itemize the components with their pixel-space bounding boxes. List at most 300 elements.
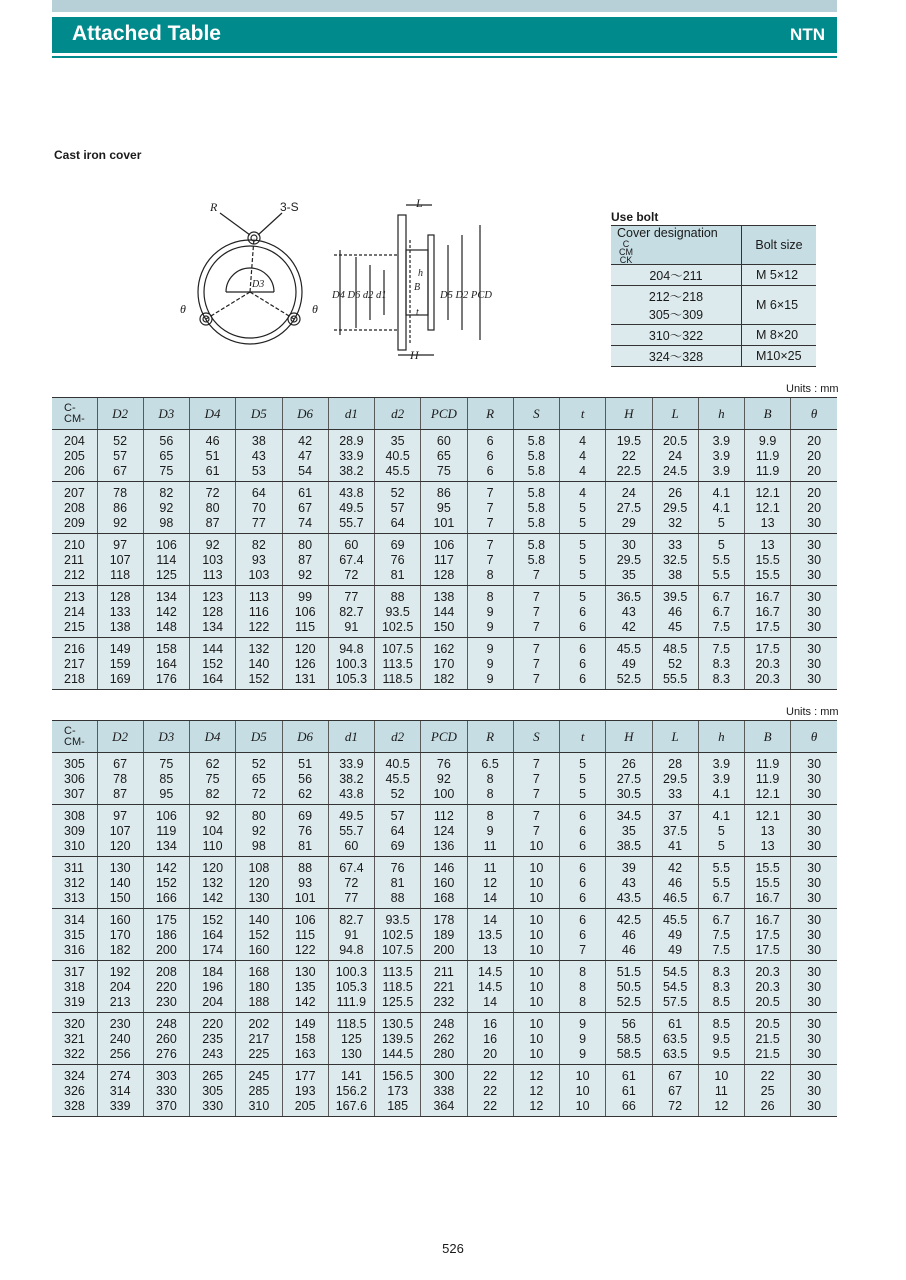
cell-value: 91	[344, 620, 359, 634]
cell-value: 164	[155, 657, 177, 671]
cell-value: 128	[109, 590, 131, 604]
col-header: d1	[328, 398, 374, 430]
table-row-group	[52, 909, 837, 961]
table-row-group	[52, 482, 837, 534]
cell-value: 168	[248, 965, 270, 979]
cell-value: 30	[807, 1099, 822, 1113]
cell-value: 5	[717, 538, 725, 552]
cell-value: 7	[532, 590, 540, 604]
cell-value: 8.5	[712, 1017, 731, 1031]
value-cell	[143, 534, 189, 586]
cell-value: 130.5	[381, 1017, 414, 1031]
value-cell	[143, 586, 189, 638]
cell-value: 11.9	[755, 757, 780, 771]
value-cell	[236, 805, 282, 857]
cell-value: 17.5	[755, 928, 780, 942]
value-cell	[791, 482, 837, 534]
value-cell	[190, 805, 236, 857]
cell-value: 248	[433, 1017, 455, 1031]
value-cell	[143, 430, 189, 482]
value-cell	[606, 430, 652, 482]
cell-value: 54.5	[662, 980, 688, 994]
cell-value: 8	[579, 995, 587, 1009]
value-cell	[421, 805, 467, 857]
value-cell	[282, 805, 328, 857]
cell-value: 132	[248, 642, 270, 656]
col-header: PCD	[421, 398, 467, 430]
cell-value: 86	[113, 501, 128, 515]
value-cell	[421, 430, 467, 482]
cell-value: 5	[717, 824, 725, 838]
section-title: Cast iron cover	[54, 148, 142, 162]
value-cell	[282, 1013, 328, 1065]
cell-value: 11.9	[755, 772, 780, 786]
value-cell	[791, 586, 837, 638]
label-theta-right: θ	[312, 302, 318, 316]
cell-value: 55.7	[339, 824, 364, 838]
cell-value: 182	[109, 943, 131, 957]
cell-value: 6	[579, 824, 587, 838]
cell-value: 106	[294, 605, 316, 619]
cell-value: 10	[529, 965, 544, 979]
designation-cell	[52, 482, 97, 534]
cell-value: 7	[486, 501, 494, 515]
cell-value: 9	[579, 1017, 587, 1031]
value-cell	[513, 1013, 559, 1065]
cell-value: 43	[621, 876, 636, 890]
cell-value: 202	[248, 1017, 270, 1031]
cell-value: 46	[205, 434, 220, 448]
value-cell	[698, 638, 744, 690]
cell-value: 11	[714, 1084, 728, 1098]
value-cell	[560, 1013, 606, 1065]
value-cell	[97, 534, 143, 586]
cell-value: 61	[621, 1069, 636, 1083]
cell-value: 30	[807, 553, 822, 567]
cell-value: 93	[251, 553, 266, 567]
cell-value: 33.9	[339, 449, 364, 463]
value-cell	[236, 482, 282, 534]
cell-value: 204	[202, 995, 224, 1009]
cell-value: 21.5	[755, 1032, 780, 1046]
col-header: H	[606, 398, 652, 430]
cell-value: 133	[109, 605, 131, 619]
designation-cell	[52, 805, 97, 857]
label-r: R	[210, 200, 218, 214]
value-cell	[190, 1065, 236, 1117]
top-decor-bar	[52, 0, 837, 12]
cell-value: 67.4	[339, 553, 364, 567]
value-cell	[513, 586, 559, 638]
bolt-size: M 6×15	[742, 286, 817, 325]
cell-value: 60	[344, 538, 359, 552]
cell-value: 30	[807, 1084, 822, 1098]
cell-value: 100.3	[335, 657, 368, 671]
cell-value: 42	[621, 620, 636, 634]
cell-value: 76	[390, 553, 405, 567]
table-row-group	[52, 430, 837, 482]
value-cell	[513, 909, 559, 961]
table-row-group	[52, 1013, 837, 1065]
cell-value: 101	[433, 516, 455, 530]
cell-value: 164	[202, 928, 224, 942]
label-theta-left: θ	[180, 302, 186, 316]
cell-value: 106	[155, 538, 177, 552]
cell-value: 8	[486, 590, 494, 604]
cell-value: 9.5	[712, 1047, 731, 1061]
value-cell	[97, 805, 143, 857]
cell-value: 92	[436, 772, 451, 786]
value-cell	[282, 482, 328, 534]
cell-value: 25	[760, 1084, 775, 1098]
cell-value: 108	[248, 861, 270, 875]
cell-value: 118.5	[382, 672, 413, 686]
value-cell	[560, 430, 606, 482]
label-3s: 3-S	[280, 200, 299, 214]
cell-value: 56	[621, 1017, 636, 1031]
value-cell	[143, 1065, 189, 1117]
value-cell	[652, 909, 698, 961]
cell-value: 30	[807, 809, 822, 823]
cell-value: 188	[248, 995, 270, 1009]
cell-value: 10	[529, 891, 544, 905]
cell-value: 38	[251, 434, 266, 448]
cell-value: 112	[433, 809, 454, 823]
cell-value: 280	[433, 1047, 455, 1061]
cell-value: 14	[483, 995, 498, 1009]
value-cell	[236, 1013, 282, 1065]
cell-value: 67.4	[339, 861, 364, 875]
cell-value: 61	[205, 464, 220, 478]
cell-value: 9	[579, 1047, 587, 1061]
cell-value: 80	[251, 809, 266, 823]
cell-value: 120	[109, 839, 131, 853]
cell-value: 138	[109, 620, 131, 634]
cell-value: 178	[433, 913, 455, 927]
cell-value: 20.3	[755, 672, 780, 686]
cell-value: 4	[579, 434, 587, 448]
cell-value: 46.5	[662, 891, 688, 905]
cell-value: 27.5	[616, 501, 642, 515]
cell-value: 184	[202, 965, 224, 979]
cell-value: 235	[202, 1032, 224, 1046]
cell-value: 315	[64, 928, 85, 942]
value-cell	[606, 638, 652, 690]
cell-value: 105.3	[335, 672, 368, 686]
value-cell	[560, 482, 606, 534]
cell-value: 46	[621, 943, 636, 957]
value-cell	[791, 1065, 837, 1117]
cell-value: 192	[109, 965, 131, 979]
value-cell	[606, 586, 652, 638]
cell-value: 24	[668, 449, 683, 463]
value-cell	[791, 753, 837, 805]
cell-value: 5.5	[712, 876, 731, 890]
cell-value: 5	[717, 516, 725, 530]
col-header: R	[467, 721, 513, 753]
cell-value: 15.5	[755, 553, 780, 567]
cell-value: 103	[202, 553, 224, 567]
cell-value: 86	[436, 486, 451, 500]
cell-value: 311	[64, 861, 84, 875]
cell-value: 56	[159, 434, 174, 448]
cell-value: 176	[155, 672, 177, 686]
col-header: D6	[282, 721, 328, 753]
cell-value: 54	[298, 464, 313, 478]
cell-value: 132	[202, 876, 224, 890]
cell-value: 122	[294, 943, 316, 957]
cell-value: 156.2	[335, 1084, 368, 1098]
value-cell	[282, 1065, 328, 1117]
cell-value: 144	[433, 605, 455, 619]
cell-value: 5.8	[527, 538, 546, 552]
value-cell	[606, 961, 652, 1013]
cell-value: 7	[532, 757, 540, 771]
value-cell	[328, 805, 374, 857]
table-row-group	[52, 586, 837, 638]
cell-value: 33.9	[339, 757, 364, 771]
cell-value: 339	[109, 1099, 131, 1113]
cell-value: 57.5	[662, 995, 688, 1009]
cell-value: 49.5	[339, 501, 364, 515]
value-cell	[513, 638, 559, 690]
cell-value: 88	[390, 891, 405, 905]
cell-value: 54.5	[662, 965, 688, 979]
cell-value: 309	[64, 824, 85, 838]
value-cell	[652, 857, 698, 909]
cell-value: 52.5	[616, 995, 642, 1009]
cell-value: 6	[486, 434, 494, 448]
dimension-table-300-series	[52, 720, 837, 1117]
cell-value: 149	[294, 1017, 316, 1031]
value-cell	[328, 961, 374, 1013]
cell-value: 4.1	[712, 501, 731, 515]
cell-value: 14.5	[477, 965, 503, 979]
cell-value: 29.5	[616, 553, 642, 567]
cell-value: 8	[579, 965, 587, 979]
cell-value: 78	[113, 772, 128, 786]
cell-value: 81	[298, 839, 313, 853]
cell-value: 306	[64, 772, 85, 786]
cell-value: 91	[344, 928, 359, 942]
value-cell	[513, 961, 559, 1013]
cover-range: 324～328	[611, 346, 742, 367]
cell-value: 53	[251, 464, 266, 478]
cell-value: 16.7	[755, 605, 780, 619]
value-cell	[513, 857, 559, 909]
value-cell	[236, 534, 282, 586]
cell-value: 30	[807, 642, 822, 656]
cell-value: 265	[202, 1069, 224, 1083]
cell-value: 170	[433, 657, 455, 671]
cell-value: 9.5	[712, 1032, 731, 1046]
cell-value: 62	[205, 757, 220, 771]
cell-value: 30	[807, 620, 822, 634]
cell-value: 107	[109, 824, 131, 838]
cell-value: 85	[159, 772, 174, 786]
cell-value: 7	[532, 568, 540, 582]
cell-value: 38.2	[339, 464, 364, 478]
cell-value: 88	[390, 590, 405, 604]
cell-value: 45.5	[616, 642, 642, 656]
cell-value: 173	[387, 1084, 409, 1098]
value-cell	[652, 534, 698, 586]
value-cell	[560, 805, 606, 857]
value-cell	[745, 1065, 791, 1117]
cell-value: 5.8	[527, 449, 546, 463]
cell-value: 7	[532, 824, 540, 838]
cell-value: 140	[109, 876, 131, 890]
cell-value: 7	[532, 772, 540, 786]
cell-value: 10	[529, 980, 544, 994]
value-cell	[745, 430, 791, 482]
cell-value: 16.7	[755, 913, 780, 927]
cell-value: 30	[807, 1017, 822, 1031]
table-row-group	[52, 805, 837, 857]
cell-value: 70	[251, 501, 266, 515]
cell-value: 140	[248, 913, 270, 927]
cell-value: 189	[433, 928, 455, 942]
cell-value: 230	[155, 995, 177, 1009]
value-cell	[513, 534, 559, 586]
cell-value: 134	[202, 620, 224, 634]
cell-value: 49	[621, 657, 636, 671]
cell-value: 92	[113, 516, 128, 530]
cell-value: 6.7	[712, 891, 731, 905]
dimension-table-200-series	[52, 397, 837, 690]
cell-value: 10	[529, 943, 544, 957]
cell-value: 12	[714, 1099, 729, 1113]
cell-value: 100	[433, 787, 455, 801]
cell-value: 159	[109, 657, 131, 671]
cell-value: 10	[575, 1084, 590, 1098]
value-cell	[375, 909, 421, 961]
cell-value: 57	[390, 809, 405, 823]
value-cell	[467, 909, 513, 961]
cell-value: 113.5	[382, 657, 413, 671]
col-header: L	[652, 721, 698, 753]
cell-value: 3.9	[712, 449, 731, 463]
value-cell	[467, 753, 513, 805]
cell-value: 88	[298, 861, 313, 875]
cell-value: 5.5	[712, 568, 731, 582]
cell-value: 5	[579, 553, 587, 567]
cell-value: 205	[294, 1099, 316, 1113]
cell-value: 8	[579, 980, 587, 994]
cell-value: 16.7	[755, 891, 780, 905]
value-cell	[190, 430, 236, 482]
cell-value: 146	[433, 861, 455, 875]
value-cell	[143, 961, 189, 1013]
cell-value: 9	[486, 605, 494, 619]
cell-value: 60	[344, 839, 359, 853]
cell-value: 5.5	[712, 553, 731, 567]
cell-value: 8.5	[712, 995, 731, 1009]
cell-value: 6	[579, 809, 587, 823]
designation-cell	[52, 857, 97, 909]
value-cell	[421, 534, 467, 586]
value-cell	[328, 638, 374, 690]
label-l: L	[416, 196, 423, 210]
value-cell	[375, 482, 421, 534]
col-header: d1	[328, 721, 374, 753]
cell-value: 19.5	[616, 434, 642, 448]
cell-value: 30	[807, 1047, 822, 1061]
cell-value: 37.5	[662, 824, 688, 838]
cover-series-stack: C CM CK	[619, 239, 633, 265]
cell-value: 142	[294, 995, 316, 1009]
cell-value: 75	[159, 464, 174, 478]
cell-value: 60	[436, 434, 451, 448]
col-header: t	[560, 398, 606, 430]
bolt-row	[611, 325, 816, 346]
value-cell	[513, 805, 559, 857]
cell-value: 29.5	[662, 772, 688, 786]
cell-value: 300	[433, 1069, 455, 1083]
cell-value: 100.3	[335, 965, 368, 979]
cell-value: 10	[575, 1099, 590, 1113]
cell-value: 276	[155, 1047, 177, 1061]
cell-value: 156.5	[381, 1069, 414, 1083]
cell-value: 13	[760, 516, 775, 530]
cell-value: 98	[159, 516, 174, 530]
units-label-2: Units : mm	[786, 706, 839, 718]
cell-value: 9	[486, 642, 494, 656]
cell-value: 6	[486, 449, 494, 463]
cell-value: 139.5	[381, 1032, 414, 1046]
cell-value: 66	[621, 1099, 636, 1113]
cell-value: 220	[155, 980, 177, 994]
cell-value: 20	[807, 464, 822, 478]
cell-value: 82	[205, 787, 220, 801]
cell-value: 14.5	[477, 980, 503, 994]
cell-value: 22	[483, 1084, 498, 1098]
cell-value: 78	[113, 486, 128, 500]
cell-value: 248	[155, 1017, 177, 1031]
value-cell	[97, 753, 143, 805]
cell-value: 64	[390, 824, 405, 838]
label-d3: D3	[252, 279, 265, 290]
cell-value: 130	[340, 1047, 362, 1061]
cell-value: 30	[807, 824, 822, 838]
cell-value: 7	[532, 809, 540, 823]
value-cell	[467, 1065, 513, 1117]
cell-value: 5.8	[527, 501, 546, 515]
cell-value: 6	[579, 642, 587, 656]
cell-value: 7.5	[712, 642, 731, 656]
cell-value: 99	[298, 590, 313, 604]
cell-value: 52	[113, 434, 128, 448]
cell-value: 5	[717, 839, 725, 853]
cell-value: 200	[155, 943, 177, 957]
cell-value: 7	[486, 486, 494, 500]
cell-value: 30	[807, 943, 822, 957]
cell-value: 107.5	[381, 943, 414, 957]
cell-value: 38.2	[339, 772, 364, 786]
cell-value: 113	[248, 590, 269, 604]
cell-value: 51	[205, 449, 220, 463]
value-cell	[190, 482, 236, 534]
value-cell	[190, 638, 236, 690]
cell-value: 39	[621, 861, 636, 875]
cell-value: 305	[202, 1084, 224, 1098]
value-cell	[421, 638, 467, 690]
col-header: θ	[791, 721, 837, 753]
value-cell	[606, 857, 652, 909]
value-cell	[652, 753, 698, 805]
cell-value: 12	[529, 1069, 544, 1083]
cell-value: 32.5	[662, 553, 688, 567]
